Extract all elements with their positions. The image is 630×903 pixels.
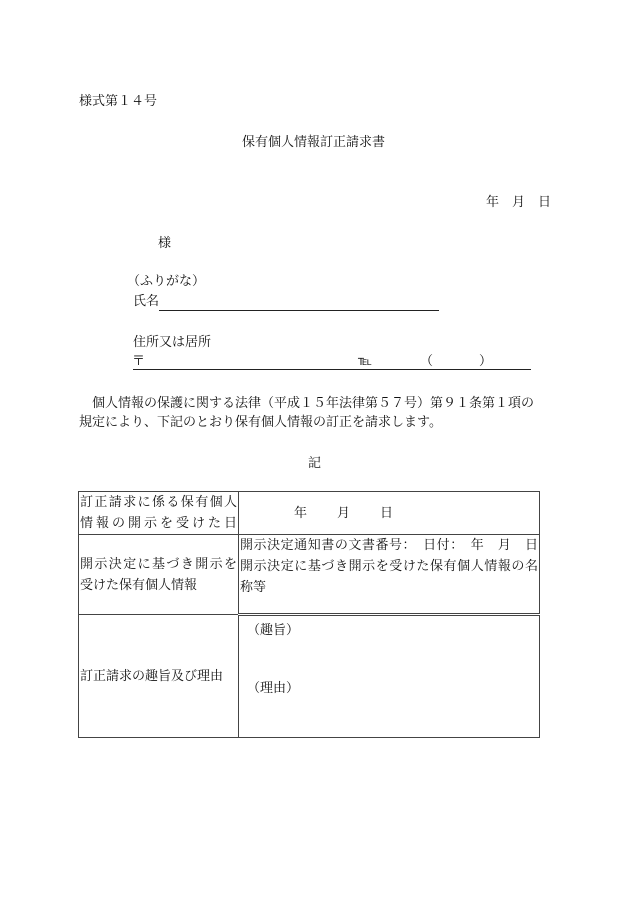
address-underline[interactable] bbox=[133, 369, 531, 370]
request-table bbox=[78, 491, 540, 738]
disclosed-info-label-line1: 開示決定に基づき開示を bbox=[80, 556, 237, 572]
body-line-1: 個人情報の保護に関する法律（平成１５年法律第５７号）第９１条第１項の bbox=[92, 396, 535, 411]
date-month-label: 月 bbox=[512, 195, 526, 210]
purpose-reason-label-cell bbox=[79, 615, 239, 738]
table-row bbox=[79, 492, 540, 535]
form-number: 様式第１４号 bbox=[79, 94, 158, 109]
disclosure-date-value-cell[interactable] bbox=[239, 492, 540, 535]
date-day-label: 日 bbox=[538, 195, 552, 210]
date-year-label: 年 bbox=[486, 195, 500, 210]
row1-year-label: 年 bbox=[294, 505, 308, 521]
row1-day-label: 日 bbox=[380, 505, 394, 521]
reason-label: （理由） bbox=[247, 681, 300, 696]
addressee-suffix: 様 bbox=[158, 236, 172, 251]
body-line-2: 規定により、下記のとおり保有個人情報の訂正を請求します。 bbox=[79, 415, 442, 430]
disclosure-date-label-line1: 訂正請求に係る保有個人 bbox=[80, 495, 237, 510]
info-name-line: 開示決定に基づき開示を受けた保有個人情報の名 bbox=[240, 559, 538, 574]
tel-mark: ℡ bbox=[358, 354, 372, 369]
page-title: 保有個人情報訂正請求書 bbox=[242, 135, 386, 150]
name-underline[interactable] bbox=[159, 310, 439, 311]
postal-mark: 〒 bbox=[132, 354, 146, 369]
purpose-reason-label: 訂正請求の趣旨及び理由 bbox=[80, 668, 224, 684]
table-row bbox=[79, 535, 540, 615]
purpose-reason-value-cell[interactable] bbox=[239, 615, 540, 738]
disclosed-info-value-cell[interactable] bbox=[239, 535, 540, 615]
disclosed-info-label-cell bbox=[79, 535, 239, 615]
furigana-label: （ふりがな） bbox=[127, 274, 206, 289]
address-label: 住所又は居所 bbox=[133, 335, 212, 350]
info-name-line-cont: 称等 bbox=[240, 580, 267, 595]
table-row bbox=[79, 615, 540, 738]
ki-heading: 記 bbox=[308, 456, 322, 471]
tel-paren-open: （ bbox=[420, 354, 434, 369]
tel-paren-close: ） bbox=[479, 354, 493, 369]
notice-number-line: 開示決定通知書の文書番号： 日付： 年 月 日 bbox=[240, 538, 538, 553]
disclosed-info-label-line2: 受けた保有個人情報 bbox=[80, 577, 198, 593]
disclosure-date-label-cell bbox=[79, 492, 239, 535]
disclosure-date-label-line2: 情報の開示を受けた日 bbox=[80, 516, 237, 531]
name-label: 氏名 bbox=[133, 294, 160, 309]
purpose-label: （趣旨） bbox=[247, 623, 300, 638]
row1-month-label: 月 bbox=[337, 505, 351, 521]
